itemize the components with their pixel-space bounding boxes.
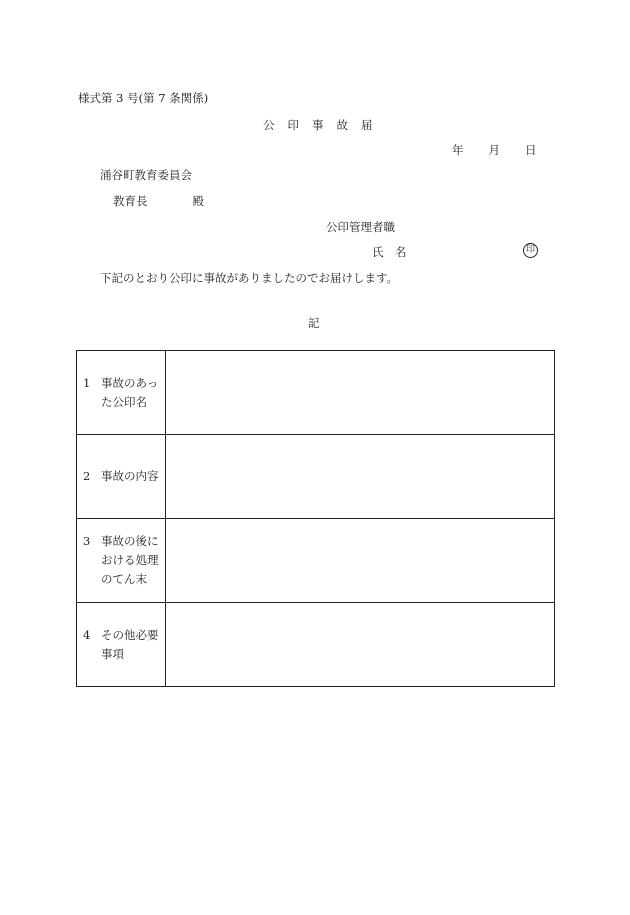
table-row (77, 519, 555, 603)
submitter-name-label: 氏 名 (372, 245, 407, 259)
recipient-title: 教育長 (113, 194, 148, 208)
ki-heading: 記 (308, 316, 320, 330)
form-number-label: 様式第 3 号(第 7 条関係) (78, 91, 209, 105)
recipient-line (113, 194, 204, 208)
date-month: 月 (488, 143, 500, 157)
title-char: 公 (263, 118, 275, 132)
table-row (77, 435, 555, 519)
row-value-cell[interactable] (166, 603, 555, 687)
recipient-honorific: 殿 (192, 194, 204, 208)
title-char: 故 (336, 118, 348, 132)
notice-text: 下記のとおり公印に事故がありましたのでお届けします。 (100, 271, 399, 285)
row-label-cell (77, 351, 166, 435)
table-row (77, 603, 555, 687)
row-label: 事故の後における処理のてん末 (101, 534, 159, 586)
addressee: 涌谷町教育委員会 (100, 168, 192, 182)
date-year: 年 (452, 143, 464, 157)
row-value-cell[interactable] (166, 435, 555, 519)
row-number: 4 (83, 627, 91, 642)
record-table (76, 350, 555, 687)
date-day: 日 (525, 143, 537, 157)
row-number: 3 (83, 534, 91, 548)
row-label-cell (77, 435, 166, 519)
row-number: 2 (83, 469, 91, 483)
table-row (77, 351, 555, 435)
title-char: 届 (361, 118, 373, 132)
submitter-role: 公印管理者職 (326, 220, 395, 234)
row-label-cell (77, 603, 166, 687)
title-char: 事 (312, 118, 324, 132)
row-label-cell (77, 519, 166, 603)
document-title (263, 118, 373, 132)
row-label: 事故のあった公印名 (101, 375, 159, 409)
row-label: その他必要事項 (101, 627, 159, 661)
row-value-cell[interactable] (166, 519, 555, 603)
row-number: 1 (83, 375, 91, 390)
date-line (452, 143, 537, 157)
seal-mark-icon: 印 (523, 243, 538, 258)
row-label: 事故の内容 (101, 469, 159, 483)
row-value-cell[interactable] (166, 351, 555, 435)
title-char: 印 (287, 118, 299, 132)
